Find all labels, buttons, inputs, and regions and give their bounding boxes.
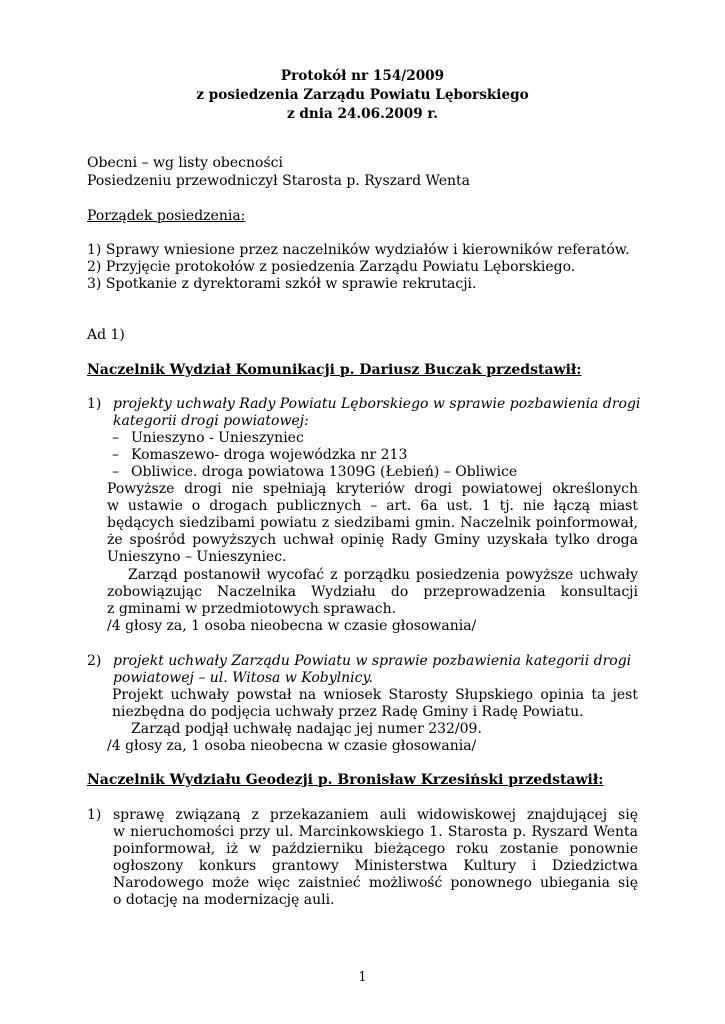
dash-bullet: – bbox=[112, 447, 119, 463]
agenda-item: 3) Spotkanie z dyrektorami szkół w sprawie rekrutacji. bbox=[87, 276, 477, 292]
chair-line: Posiedzeniu przewodniczył Starosta p. Ryszard Wenta bbox=[87, 173, 471, 189]
body-line: o dotację na modernizację auli. bbox=[113, 892, 335, 908]
vote-result: /4 głosy za, 1 osoba nieobecna w czasie głosowania/ bbox=[107, 738, 477, 754]
item-number: 1) bbox=[87, 396, 102, 412]
protocol-subtitle: z posiedzenia Zarządu Powiatu Lęborskiego bbox=[196, 87, 529, 103]
body-line: Unieszyno – Unieszyniec. bbox=[107, 549, 287, 565]
body-line: w ustawie o drogach publicznych – art. 6a ust. 1 tj. nie łączą miast bbox=[107, 498, 638, 514]
attendance-line: Obecni – wg listy obecności bbox=[87, 155, 283, 171]
item-title: projekt uchwały Zarządu Powiatu w sprawie pozbawienia kategorii drogi bbox=[113, 653, 632, 669]
agenda-heading: Porządek posiedzenia: bbox=[87, 208, 246, 224]
item-title-continued: kategorii drogi powiatowej: bbox=[113, 413, 309, 429]
body-line: Projekt uchwały powstał na wniosek Starosty Słupskiego opinia ta jest bbox=[112, 687, 638, 703]
protocol-date: z dnia 24.06.2009 r. bbox=[286, 106, 439, 122]
section-heading-communication: Naczelnik Wydział Komunikacji p. Dariusz Buczak przedstawił: bbox=[87, 362, 582, 378]
road-list-item: Komaszewo- droga wojewódzka nr 213 bbox=[131, 447, 408, 463]
body-line: Narodowego może więc zaistnieć możliwość ponownego ubiegania się bbox=[113, 875, 638, 891]
road-list-item: Unieszyno - Unieszyniec bbox=[131, 430, 304, 446]
decision-line: Zarząd podjął uchwałę nadając jej numer 232/09. bbox=[131, 721, 482, 737]
vote-result: /4 głosy za, 1 osoba nieobecna w czasie głosowania/ bbox=[107, 618, 477, 634]
road-list-item: Obliwice. droga powiatowa 1309G (Łebień) – Obliwice bbox=[131, 464, 518, 480]
body-line: sprawę związaną z przekazaniem auli widowiskowej znajdującej się bbox=[113, 807, 638, 823]
decision-line: Zarząd postanowił wycofać z porządku posiedzenia powyższe uchwały bbox=[128, 567, 638, 583]
body-line: w nieruchomości przy ul. Marcinkowskiego 1. Starosta p. Ryszard Wenta bbox=[113, 824, 638, 840]
ad-1-label: Ad 1) bbox=[87, 327, 125, 343]
dash-bullet: – bbox=[112, 464, 119, 480]
section-heading-geodesy: Naczelnik Wydziału Geodezji p. Bronisław Krzesiński przedstawił: bbox=[87, 772, 604, 788]
body-line: poinformował, iż w październiku bieżącego roku zostanie ponownie bbox=[113, 841, 638, 857]
body-line: będących siedzibami powiatu z siedzibami gmin. Naczelnik poinformował, bbox=[107, 515, 638, 531]
body-line: Powyższe drogi nie spełniają kryteriów drogi powiatowej określonych bbox=[107, 481, 638, 497]
item-title-continued: powiatowej – ul. Witosa w Kobylnicy. bbox=[113, 670, 373, 686]
item-number: 1) bbox=[87, 807, 102, 823]
item-number: 2) bbox=[87, 653, 102, 669]
decision-line: z gminami w przedmiotowych sprawach. bbox=[107, 601, 397, 617]
agenda-item: 1) Sprawy wniesione przez naczelników wydziałów i kierowników referatów. bbox=[87, 242, 630, 258]
protocol-title: Protokół nr 154/2009 bbox=[280, 68, 445, 84]
body-line: że spośród powyższych uchwał opinię Rady Gminy uzyskała tylko droga bbox=[107, 532, 638, 548]
body-line: niezbędna do podjęcia uchwały przez Radę Gminy i Radę Powiatu. bbox=[112, 704, 584, 720]
body-line: ogłoszony konkurs grantowy Ministerstwa Kultury i Dziedzictwa bbox=[113, 858, 638, 874]
item-title: projekty uchwały Rady Powiatu Lęborskiego w sprawie pozbawienia drogi bbox=[113, 396, 641, 412]
agenda-item: 2) Przyjęcie protokołów z posiedzenia Zarządu Powiatu Lęborskiego. bbox=[87, 259, 576, 275]
page-number: 1 bbox=[358, 970, 367, 985]
dash-bullet: – bbox=[112, 430, 119, 446]
decision-line: zobowiązując Naczelnika Wydziału do przeprowadzenia konsultacji bbox=[107, 584, 638, 600]
